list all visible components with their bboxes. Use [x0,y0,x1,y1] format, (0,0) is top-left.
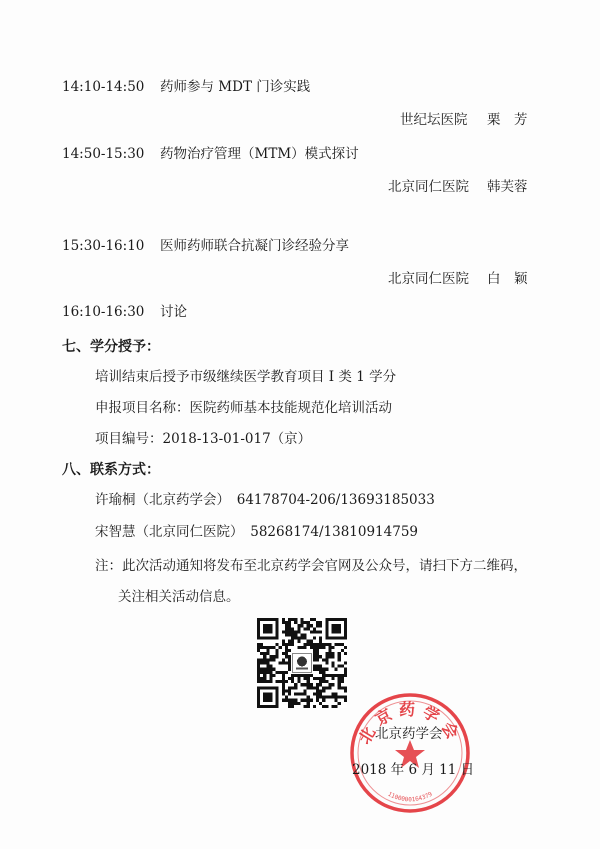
schedule-speaker-1: 栗 芳 [487,112,528,128]
credits-line-3: 项目编号：2018-13-01-017（京） [95,431,312,447]
credits-line-1: 培训结束后授予市级继续医学教育项目 I 类 1 学分 [95,369,397,385]
contact-heading: 八、联系方式： [62,462,160,478]
schedule-time-4: 16:10-16:30 [62,304,145,320]
contact-note-2: 关注相关活动信息。 [118,589,240,605]
schedule-speaker-3: 白 颖 [487,271,528,287]
schedule-topic-1: 药师参与 MDT 门诊实践 [160,79,311,95]
contact-person-2: 宋智慧（北京同仁医院） 58268174/13810914759 [95,524,418,540]
credits-line-2: 申报项目名称：医院药师基本技能规范化培训活动 [95,400,392,416]
qr-code [257,618,347,708]
schedule-topic-4: 讨论 [160,304,187,320]
schedule-topic-2: 药物治疗管理（MTM）模式探讨 [160,146,359,162]
schedule-time-1: 14:10-14:50 [62,79,145,95]
schedule-time-3: 15:30-16:10 [62,238,145,254]
seal-text: 北京药学会 [354,700,466,748]
contact-person-1: 许瑜桐（北京药学会） 64178704-206/13693185033 [95,492,435,508]
seal-number: 1100000164379 [386,790,434,804]
official-seal [345,688,475,818]
schedule-time-2: 14:50-15:30 [62,146,145,162]
schedule-hospital-1: 世纪坛医院 [400,112,468,128]
schedule-topic-3: 医师药师联合抗凝门诊经验分享 [160,238,349,254]
credits-heading: 七、学分授予： [62,339,160,355]
schedule-hospital-2: 北京同仁医院 [388,179,469,195]
svg-text:1100000164379 [387,791,434,804]
schedule-hospital-3: 北京同仁医院 [388,271,469,287]
issuer-name: 北京药学会 [375,726,443,742]
issue-date: 2018 年 6 月 11 日 [352,762,475,778]
schedule-speaker-2: 韩芙蓉 [487,179,528,195]
contact-note-1: 注：此次活动通知将发布至北京药学会官网及公众号，请扫下方二维码， [95,558,527,574]
